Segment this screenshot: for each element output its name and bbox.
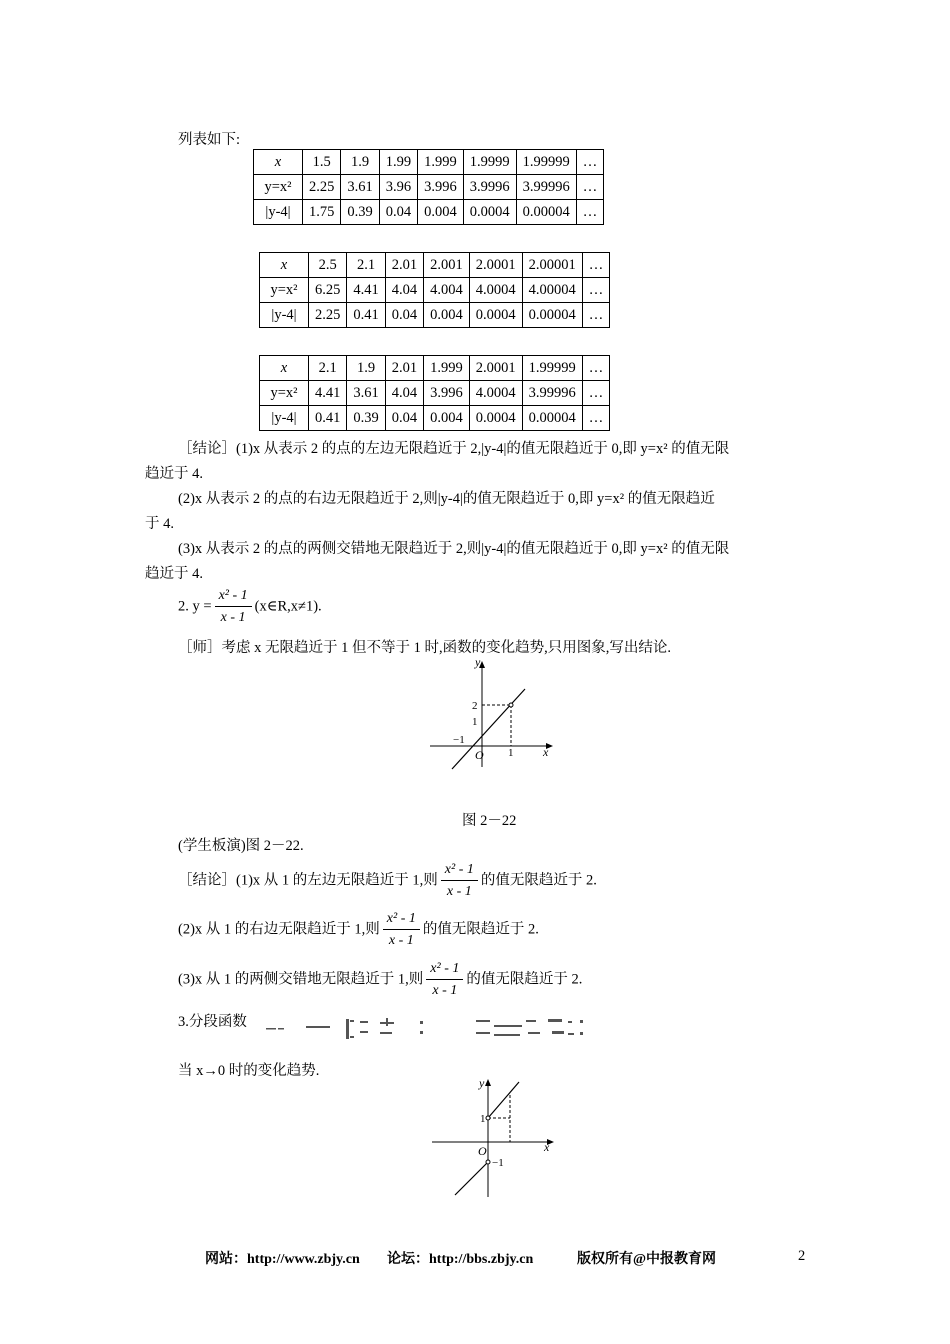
- tick-label: −1: [453, 734, 465, 746]
- cell: 4.00004: [522, 278, 582, 303]
- row-head: x: [254, 150, 303, 175]
- cell: 0.00004: [516, 200, 576, 225]
- cell: 3.61: [341, 175, 379, 200]
- cell: …: [582, 406, 610, 431]
- value-table-2: [259, 252, 610, 328]
- y-label: y: [479, 1076, 485, 1090]
- cell: 4.004: [424, 278, 470, 303]
- conclusion-2-line-2: (2)x 从 1 的右边无限趋近于 1,则 $\frac{\text{x² - 1}}{x - 1}$ 的值无限趋近于 2.: [178, 911, 539, 948]
- cell: 1.9999: [463, 150, 516, 175]
- cell: 0.39: [347, 406, 385, 431]
- figure-caption: 图 2－22: [462, 813, 517, 829]
- cell: 3.99996: [516, 175, 576, 200]
- cell: 3.9996: [463, 175, 516, 200]
- item-3-label: 3.分段函数: [178, 1014, 247, 1030]
- tick-label: −1: [492, 1157, 504, 1169]
- tick-label: 1: [508, 747, 514, 759]
- row-head: |y-4|: [260, 406, 309, 431]
- cell: 0.0004: [463, 200, 516, 225]
- cell: 1.99999: [516, 150, 576, 175]
- value-table-3: [259, 355, 610, 431]
- item-3-trend: 当 x→0 时的变化趋势.: [178, 1063, 320, 1079]
- piecewise-formula-image: [262, 1016, 622, 1042]
- cell: 2.01: [385, 253, 423, 278]
- teacher-prompt: ［师］考虑 x 无限趋近于 1 但不等于 1 时,函数的变化趋势,只用图象,写出结论.: [178, 640, 671, 656]
- cell: 1.9: [341, 150, 379, 175]
- cell: 2.01: [385, 356, 423, 381]
- cell: 1.99: [379, 150, 417, 175]
- row-head: x: [260, 356, 309, 381]
- table-row: [260, 406, 610, 431]
- cell: 4.04: [385, 278, 423, 303]
- tick-label: 1: [472, 716, 478, 728]
- cell: 4.0004: [469, 278, 522, 303]
- cell: 2.001: [424, 253, 470, 278]
- cell: 0.0004: [469, 303, 522, 328]
- open-point: [486, 1160, 490, 1164]
- row-head: y=x²: [254, 175, 303, 200]
- row-head: y=x²: [260, 278, 309, 303]
- cell: …: [576, 150, 604, 175]
- cell: 0.41: [347, 303, 385, 328]
- page-number: 2: [798, 1248, 806, 1264]
- cell: 2.25: [303, 175, 341, 200]
- cell: 2.5: [309, 253, 347, 278]
- table-row: [260, 253, 610, 278]
- cell: …: [582, 253, 610, 278]
- cell: …: [582, 356, 610, 381]
- function-line: [452, 689, 525, 769]
- student-note: (学生板演)图 2－22.: [178, 838, 304, 854]
- cell: …: [582, 278, 610, 303]
- hole-point: [509, 703, 513, 707]
- cell: 2.0001: [469, 356, 522, 381]
- cell: 3.99996: [522, 381, 582, 406]
- table-row: [254, 200, 604, 225]
- tick-label: 2: [472, 700, 478, 712]
- cell: 4.0004: [469, 381, 522, 406]
- open-point: [486, 1116, 490, 1120]
- cell: 4.41: [347, 278, 385, 303]
- cell: 3.996: [424, 381, 470, 406]
- cell: 0.04: [379, 200, 417, 225]
- cell: …: [576, 200, 604, 225]
- cell: 0.04: [385, 406, 423, 431]
- table-row: [260, 381, 610, 406]
- cell: 0.0004: [469, 406, 522, 431]
- cell: …: [582, 303, 610, 328]
- row-head: x: [260, 253, 309, 278]
- x-label: x: [544, 1140, 550, 1154]
- intro-text: 列表如下:: [178, 132, 241, 148]
- cell: 0.004: [424, 406, 470, 431]
- upper-branch: [488, 1082, 519, 1118]
- conclusion-2-line-1: ［结论］(1)x 从 1 的左边无限趋近于 1,则 $\frac{\text{x² - 1}}{x - 1}$ 的值无限趋近于 2.: [178, 862, 597, 899]
- footer-copyright: 版权所有@中报教育网: [577, 1252, 717, 1267]
- conclusion-1-line-2: 趋近于 4.: [145, 466, 203, 482]
- item-2-formula: 2. y = $\frac{\text{x² - 1}}{x - 1}$ (x∈R,x≠1).: [178, 588, 322, 625]
- origin-label: O: [478, 1144, 487, 1158]
- conclusion-1-line-1: ［结论］(1)x 从表示 2 的点的左边无限趋近于 2,|y-4|的值无限趋近于 0,即 y=x² 的值无限: [178, 441, 730, 457]
- conclusion-1-line-3: (2)x 从表示 2 的点的右边无限趋近于 2,则|y-4|的值无限趋近于 0,即 y=x² 的值无限趋近: [178, 491, 715, 507]
- cell: 2.1: [347, 253, 385, 278]
- cell: 4.04: [385, 381, 423, 406]
- conclusion-1-line-5: (3)x 从表示 2 的点的两侧交错地无限趋近于 2,则|y-4|的值无限趋近于 0,即 y=x² 的值无限: [178, 541, 730, 557]
- formula-glyph: [266, 1018, 583, 1039]
- cell: 0.41: [309, 406, 347, 431]
- cell: 2.00001: [522, 253, 582, 278]
- origin-label: O: [475, 748, 484, 762]
- cell: 0.39: [341, 200, 379, 225]
- table-row: [254, 150, 604, 175]
- y-label: y: [475, 655, 481, 669]
- row-head: |y-4|: [254, 200, 303, 225]
- cell: 1.75: [303, 200, 341, 225]
- table-row: [260, 356, 610, 381]
- value-table-1: [253, 149, 604, 225]
- graph-linear: [425, 655, 560, 770]
- x-label: x: [543, 745, 549, 759]
- cell: 1.999: [418, 150, 464, 175]
- conclusion-1-line-6: 趋近于 4.: [145, 566, 203, 582]
- cell: …: [576, 175, 604, 200]
- cell: 1.5: [303, 150, 341, 175]
- cell: 4.41: [309, 381, 347, 406]
- cell: 0.004: [424, 303, 470, 328]
- cell: …: [582, 381, 610, 406]
- cell: 0.04: [385, 303, 423, 328]
- lower-branch: [455, 1162, 488, 1195]
- cell: 3.96: [379, 175, 417, 200]
- cell: 1.9: [347, 356, 385, 381]
- row-head: |y-4|: [260, 303, 309, 328]
- tick-label: 1: [480, 1113, 486, 1125]
- footer-forum: 论坛：http://bbs.zbjy.cn: [387, 1252, 534, 1267]
- conclusion-2-line-3: (3)x 从 1 的两侧交错地无限趋近于 1,则 $\frac{\text{x² - 1}}{x - 1}$ 的值无限趋近于 2.: [178, 961, 583, 998]
- footer-site: 网站：http://www.zbjy.cn: [205, 1252, 360, 1267]
- cell: 3.61: [347, 381, 385, 406]
- cell: 0.00004: [522, 406, 582, 431]
- conclusion-1-line-4: 于 4.: [145, 516, 174, 532]
- cell: 2.1: [309, 356, 347, 381]
- cell: 6.25: [309, 278, 347, 303]
- cell: 2.0001: [469, 253, 522, 278]
- cell: 2.25: [309, 303, 347, 328]
- cell: 3.996: [418, 175, 464, 200]
- table-row: [260, 278, 610, 303]
- table-row: [260, 303, 610, 328]
- table-row: [254, 175, 604, 200]
- y-axis-arrow-icon: [485, 1079, 491, 1086]
- cell: 0.004: [418, 200, 464, 225]
- cell: 1.999: [424, 356, 470, 381]
- cell: 1.99999: [522, 356, 582, 381]
- cell: 0.00004: [522, 303, 582, 328]
- graph-piecewise: [428, 1075, 558, 1200]
- row-head: y=x²: [260, 381, 309, 406]
